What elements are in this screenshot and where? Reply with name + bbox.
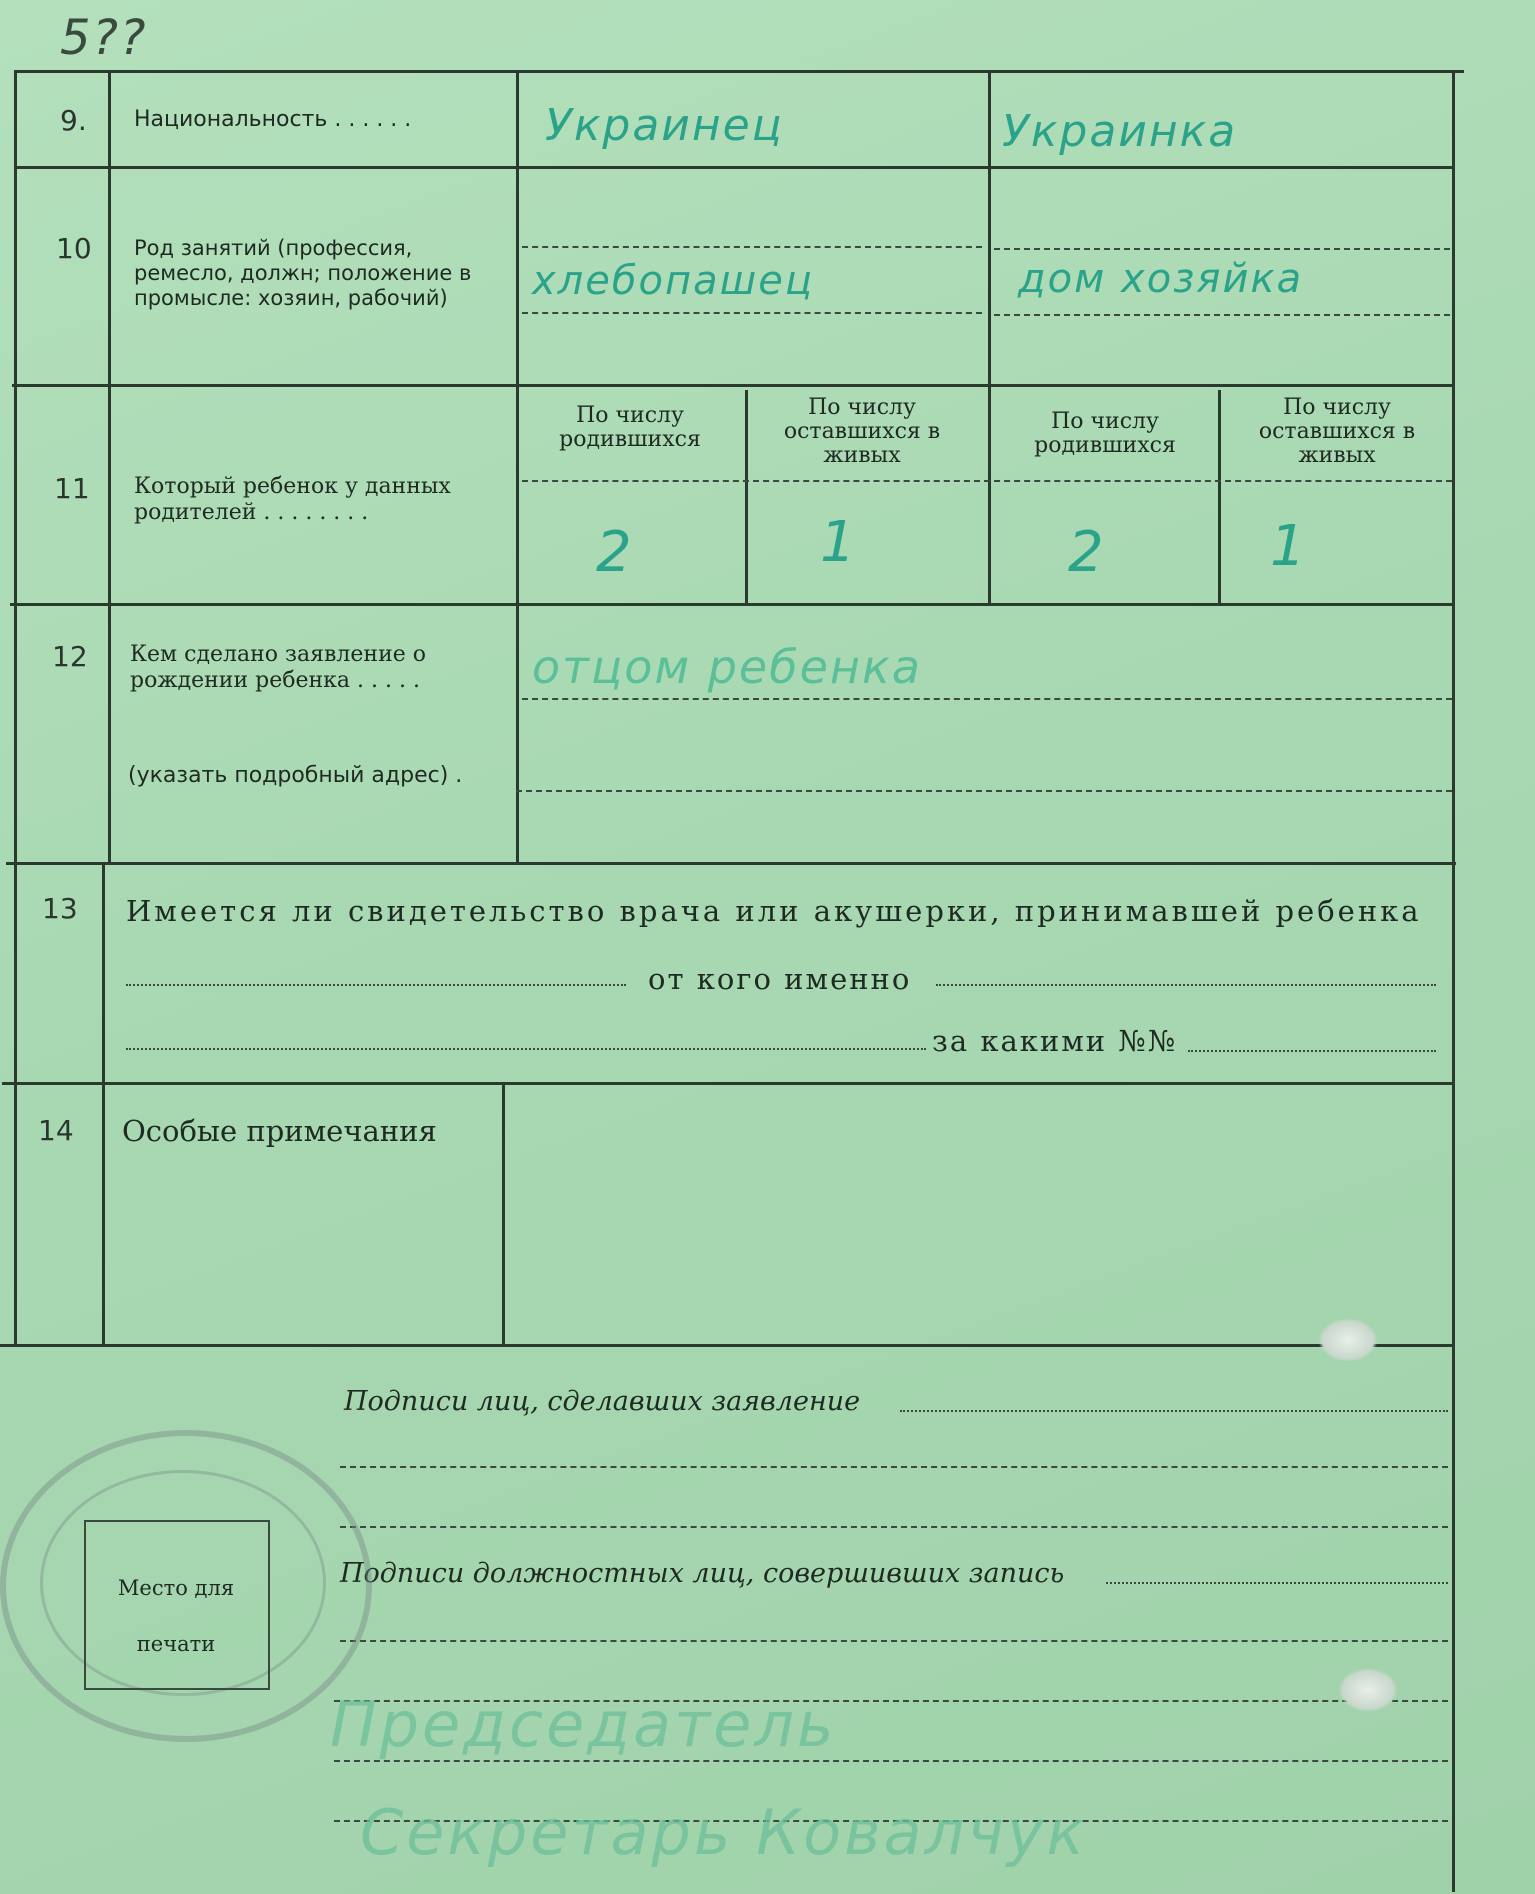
rule (1188, 1050, 1436, 1052)
rule (126, 1048, 926, 1050)
rule (994, 314, 1450, 316)
row-9-father-value: Украинец (545, 100, 784, 151)
rule (0, 1344, 1452, 1347)
col-header-mother-alive: По числу оставшихся в живых (1258, 395, 1416, 468)
row-10-mother-value: дом хозяйка (1018, 256, 1304, 302)
rule (745, 390, 748, 603)
row-11-number: 11 (54, 472, 90, 505)
officials-signature-label: Подписи должностных лиц, совершивших запись (340, 1558, 1065, 1589)
rule (10, 603, 1455, 606)
secretary-signature: Секретарь Ковалчук (360, 1796, 1087, 1869)
row-10-father-value: хлебопашец (532, 258, 815, 304)
row-13-numbers-label: за какими №№ (932, 1024, 1178, 1058)
paper-hole (1338, 1668, 1398, 1712)
rule (126, 984, 626, 986)
corner-mark: 5?? (60, 10, 148, 66)
row-13-number: 13 (42, 892, 78, 925)
col-header-mother-born: По числу родившихся (1034, 409, 1176, 458)
rule (12, 384, 1452, 387)
applicants-signature-label: Подписи лиц, сделавших заявление (344, 1386, 861, 1417)
rule (102, 862, 105, 1344)
rule (14, 70, 17, 1344)
rule (516, 790, 1452, 792)
row-9-mother-value: Украинка (1002, 106, 1238, 157)
stamp-place-label: Место для печати (117, 1576, 235, 1656)
col-header-father-alive: По числу оставшихся в живых (783, 395, 941, 468)
row-11-value-1: 2 (596, 520, 634, 585)
row-10-number: 10 (56, 232, 92, 265)
rule (936, 984, 1436, 986)
paper-hole (1318, 1318, 1378, 1362)
rule (516, 70, 519, 862)
row-14-label: Особые примечания (122, 1114, 437, 1148)
rule (1452, 70, 1455, 1892)
rule (522, 480, 1452, 482)
rule (340, 1526, 1448, 1528)
rule (994, 248, 1450, 250)
chairman-signature: Председатель (330, 1688, 837, 1761)
row-13-question: Имеется ли свидетельство врача или акушерки, принимавшей ребенка (126, 894, 1422, 928)
rule (522, 246, 982, 248)
row-11-label: Который ребенок у данных родителей . . . . . . . . (134, 474, 451, 525)
rule (1106, 1582, 1448, 1584)
rule (502, 1082, 505, 1344)
rule (1218, 390, 1221, 603)
row-12-label: Кем сделано заявление о рождении ребенка . . . . . (130, 642, 426, 693)
rule (340, 1640, 1448, 1642)
row-13-from-whom-label: от кого именно (648, 962, 912, 996)
row-12-number: 12 (52, 640, 88, 673)
rule (6, 862, 1456, 865)
rule (14, 166, 1454, 169)
col-header-father-born: По числу родившихся (559, 403, 701, 452)
row-11-value-3: 2 (1068, 520, 1106, 585)
row-11-value-2: 1 (820, 510, 858, 575)
row-12-value: отцом ребенка (532, 640, 922, 694)
row-9-label: Национальность . . . . . . (134, 107, 412, 132)
rule (900, 1410, 1448, 1412)
row-11-value-4: 1 (1270, 514, 1308, 579)
rule (522, 698, 1452, 700)
rule (340, 1466, 1448, 1468)
rule (108, 70, 111, 862)
row-12-address-label: (указать подробный адрес) . (128, 763, 463, 788)
row-9-number: 9. (60, 104, 87, 137)
row-10-label: Род занятий (профессия, ремесло, должн; положение в промысле: хозяин, рабочий) (134, 236, 472, 310)
rule (14, 70, 1464, 73)
rule (988, 70, 991, 603)
row-14-number: 14 (38, 1114, 74, 1147)
rule (2, 1082, 1454, 1085)
rule (522, 312, 982, 314)
